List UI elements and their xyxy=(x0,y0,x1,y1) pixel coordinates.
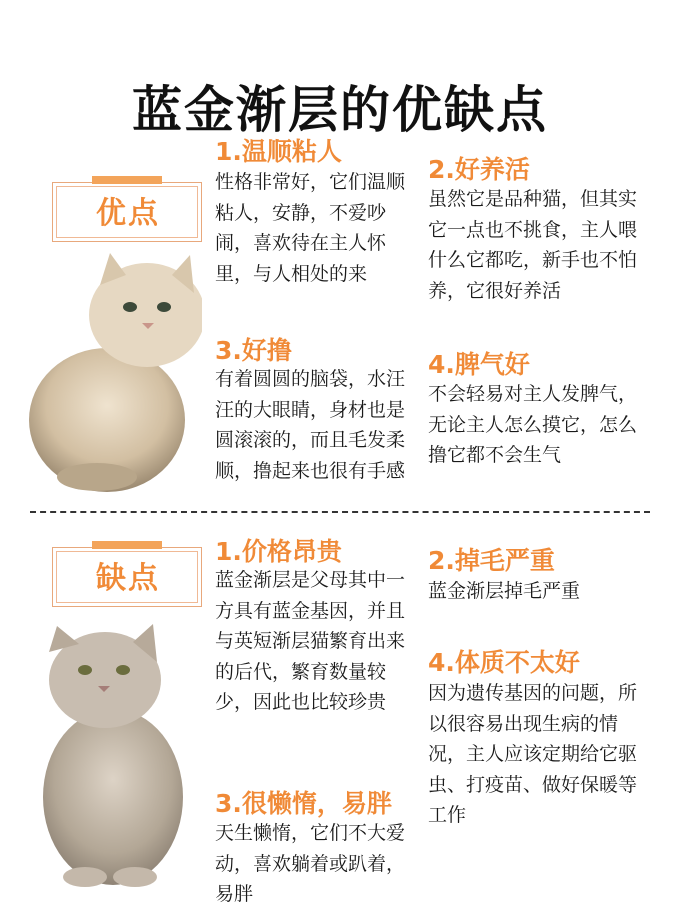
cons-label: 缺点 xyxy=(96,561,160,596)
cons-cat-image xyxy=(35,622,195,890)
label-tab xyxy=(92,541,162,549)
page-title: 蓝金渐层的优缺点 xyxy=(132,81,548,139)
cons-label-box xyxy=(52,541,204,609)
cons-item-2-heading: 2.掉毛严重 xyxy=(428,546,555,575)
cons-item-3-heading: 3.很懒惰，易胖 xyxy=(215,789,392,818)
pros-item-2-text: 虽然它是品种猫，但其实它一点也不挑食，主人喂什么它都吃，新手也不怕养，它很好养活 xyxy=(428,188,638,302)
cons-item-2-text: 蓝金渐层掉毛严重 xyxy=(428,580,581,602)
pros-item-1-heading: 1.温顺粘人 xyxy=(215,137,342,166)
cons-item-3-text: 天生懒惰，它们不大爱动，喜欢躺着或趴着，易胖 xyxy=(215,822,406,905)
label-tab xyxy=(92,176,162,184)
pros-label-box xyxy=(52,176,204,244)
pros-item-3-heading: 3.好撸 xyxy=(215,336,292,365)
pros-item-1-text: 性格非常好，它们温顺粘人，安静，不爱吵闹，喜欢待在主人怀里，与人相处的来 xyxy=(215,171,406,285)
pros-item-4-text: 不会轻易对主人发脾气，无论主人怎么摸它，怎么撸它都不会生气 xyxy=(428,383,638,466)
cons-item-1-heading: 1.价格昂贵 xyxy=(215,537,342,566)
section-divider xyxy=(30,511,650,513)
pros-item-4-heading: 4.脾气好 xyxy=(428,350,530,379)
cons-item-4-text: 因为遗传基因的问题，所以很容易出现生病的情况，主人应该定期给它驱虫、打疫苗、做好保暖等工作 xyxy=(428,682,638,826)
pros-cat-image xyxy=(22,245,202,495)
pros-label: 优点 xyxy=(96,196,160,231)
pros-item-2-heading: 2.好养活 xyxy=(428,155,530,184)
cons-item-1-text: 蓝金渐层是父母其中一方具有蓝金基因，并且与英短渐层猫繁育出来的后代，繁育数量较少，因此也比较珍贵 xyxy=(215,569,406,713)
pros-item-3-text: 有着圆圆的脑袋，水汪汪的大眼睛，身材也是圆滚滚的，而且毛发柔顺，撸起来也很有手感 xyxy=(215,368,406,482)
cons-item-4-heading: 4.体质不太好 xyxy=(428,648,580,677)
